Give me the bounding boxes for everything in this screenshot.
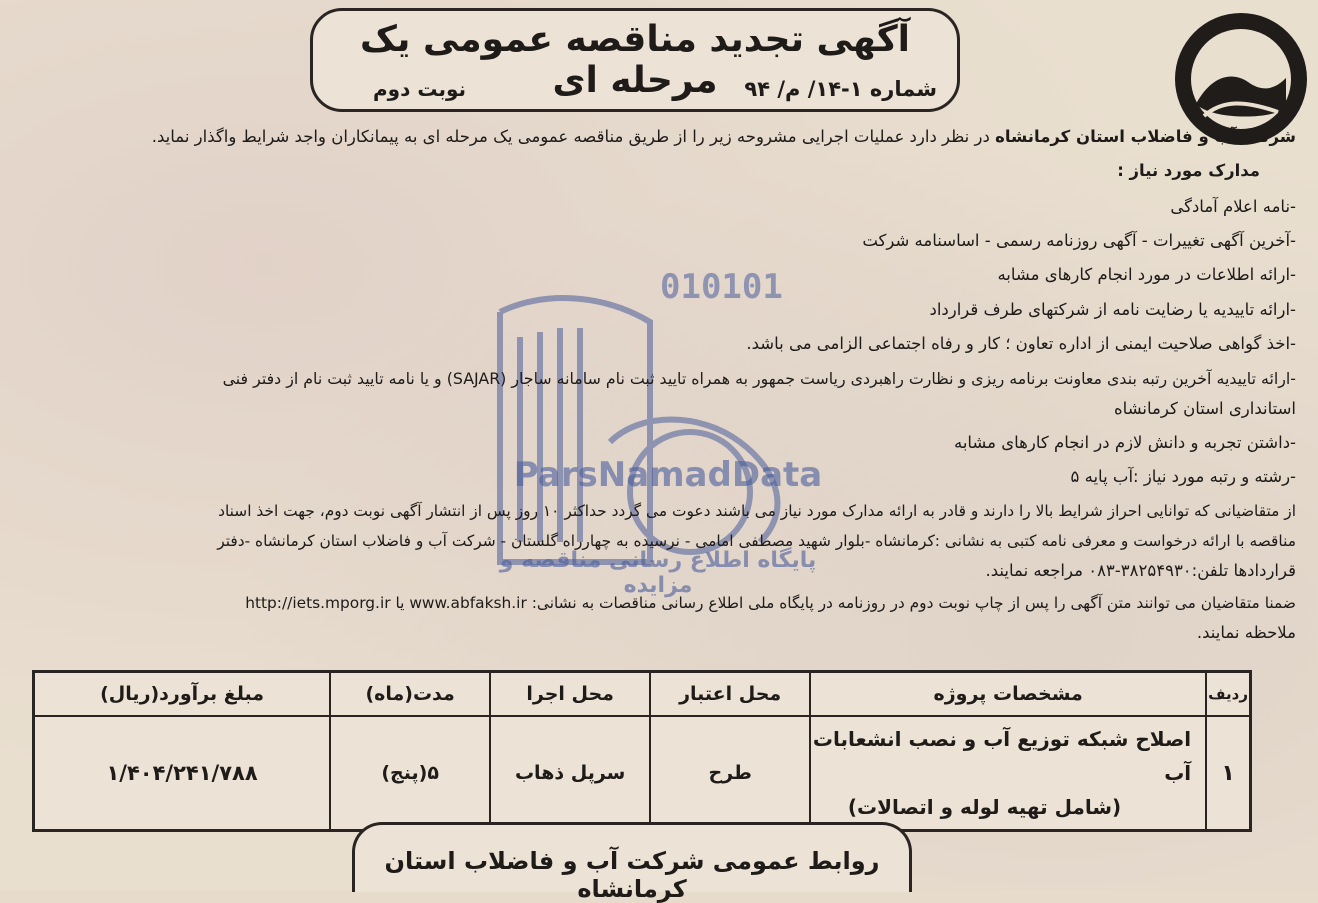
col-duration: مدت(ماه)	[330, 672, 490, 717]
col-credit: محل اعتبار	[650, 672, 810, 717]
doc-item: -نامه اعلام آمادگی	[1170, 197, 1296, 216]
footer-public-relations: روابط عمومی شرکت آب و فاضلاب استان کرمانشاه	[352, 822, 912, 892]
doc-item: -ارائه اطلاعات در مورد انجام کارهای مشابه	[997, 265, 1296, 284]
watermark-site: پایگاه اطلاع رسانی مناقصه و مزایده	[499, 548, 817, 598]
table-row	[34, 716, 1251, 831]
doc-item: استانداری استان کرمانشاه	[1114, 399, 1296, 418]
invitation-line: ملاحظه نمایند.	[1196, 623, 1296, 642]
doc-item: -رشته و رتبه مورد نیاز :آب پایه ۵	[1070, 467, 1296, 486]
doc-item: -داشتن تجربه و دانش لازم در انجام کارهای مشابه	[953, 433, 1296, 452]
row-spec	[810, 716, 1206, 831]
documents-heading: مدارک مورد نیاز :	[1117, 161, 1260, 180]
company-name: شرکت آب و فاضلاب استان کرمانشاه	[995, 127, 1296, 146]
intro-line	[152, 126, 1296, 148]
tender-number: شماره ۱-۱۴/ م/ ۹۴	[744, 77, 937, 101]
doc-item: -ارائه تاییدیه آخرین رتبه بندی معاونت برنامه ریزی و نظارت راهبردی ریاست جمهور به همراه تایید ثبت نام سامانه ساجار (SAJAR) و یا نامه تایید ثبت نام از دفتر فنی	[222, 369, 1296, 388]
doc-item: -اخذ گواهی صلاحیت ایمنی از اداره تعاون ؛ کار و رفاه اجتماعی الزامی می باشد.	[746, 334, 1296, 353]
publication-round: نوبت دوم	[373, 77, 467, 101]
watermark-digits: 010101	[660, 267, 783, 307]
row-duration: ۵(پنج)	[330, 716, 490, 831]
title-box	[310, 8, 960, 112]
watermark-brand: ParsNamadData	[513, 455, 823, 495]
spec-line: (شامل تهیه لوله و اتصالات)	[847, 795, 1122, 819]
row-place: سرپل ذهاب	[490, 716, 650, 831]
col-estimate: مبلغ برآورد(ریال)	[34, 672, 331, 717]
page-title: آگهی تجدید مناقصه عمومی یک مرحله ای	[360, 19, 910, 101]
spec-line: اصلاح شبکه توزیع آب و نصب انشعابات آب	[812, 727, 1192, 785]
col-spec: مشخصات پروژه	[810, 672, 1206, 717]
table-header-row	[34, 672, 1251, 717]
project-table	[32, 670, 1252, 832]
doc-item: -ارائه تاییدیه یا رضایت نامه از شرکتهای طرف قرارداد	[929, 300, 1296, 319]
invitation-line: از متقاضیانی که توانایی احراز شرایط بالا را دارند و قادر به ارائه مدارک مورد نیاز می باشند دعوت می گردد حداکثر ۱۰ روز پس از انتشار آگهی نوبت دوم، جهت اخذ اسناد	[218, 502, 1296, 520]
row-index: ۱	[1206, 716, 1250, 831]
invitation-line: ضمنا متقاضیان می توانند متن آگهی را پس از چاپ نوبت دوم در روزنامه در پایگاه ملی اطلاع رسانی مناقصات به نشانی: www.abfaksh.ir یا http://iets.mporg.ir	[245, 594, 1296, 612]
intro-text: در نظر دارد عملیات اجرایی مشروحه زیر را از طریق مناقصه عمومی یک مرحله ای به پیمانکاران واجد شرایط واگذار نماید.	[151, 127, 990, 146]
doc-item: -آخرین آگهی تغییرات - آگهی روزنامه رسمی - اساسنامه شرکت	[862, 231, 1296, 250]
invitation-line: قراردادها تلفن:۳۸۲۵۴۹۳۰-۰۸۳ مراجعه نمایند.	[985, 561, 1296, 580]
row-estimate: ۱/۴۰۴/۲۴۱/۷۸۸	[34, 716, 331, 831]
invitation-line: مناقصه با ارائه درخواست و معرفی نامه کتبی به نشانی :کرمانشاه -بلوار شهید مصطفی امامی - نرسیده به چهارراه گلستان - شرکت آب و فاضلاب استان کرمانشاه -دفتر	[217, 532, 1296, 550]
row-credit: طرح	[650, 716, 810, 831]
col-index: ردیف	[1206, 672, 1250, 717]
col-place: محل اجرا	[490, 672, 650, 717]
